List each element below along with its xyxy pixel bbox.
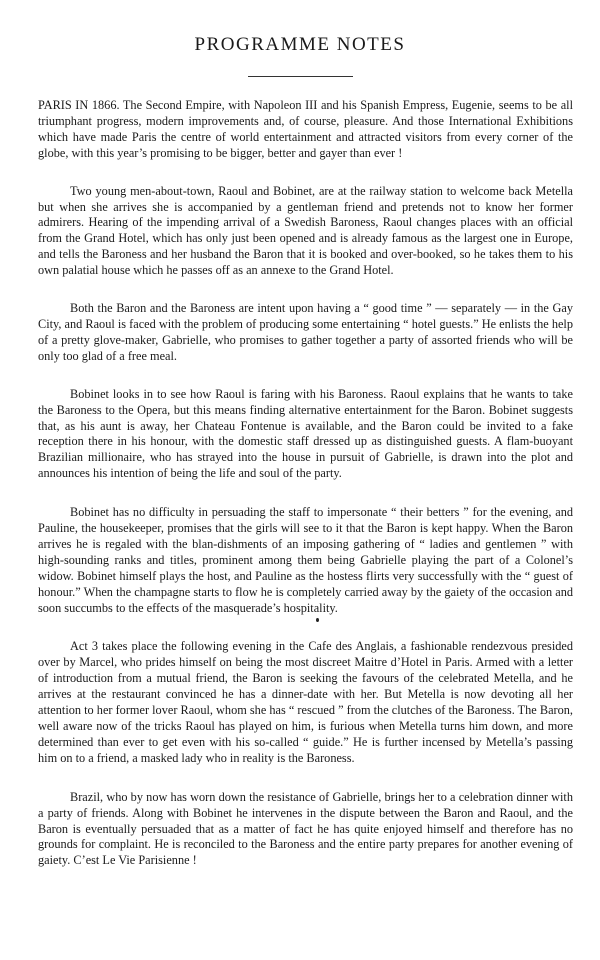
title-divider xyxy=(248,76,353,77)
paragraph-finale: Brazil, who by now has worn down the resistance of Gabrielle, brings her to a celebration dinner with a party of friends. Along with Bobinet he intervenes in the dispute between the Baron and Raoul, and the Baron is eventually persuaded that as a matter of fact he has quite enjoyed himself and therefore has no grounds for complaint. He is reconciled to the Baroness and the entire party prepares for another evening of gaiety. C’est Le Vie Parisienne ! xyxy=(38,789,573,868)
ink-speck xyxy=(316,618,319,622)
programme-notes-body xyxy=(38,98,573,869)
paragraph-good-time: Both the Baron and the Baroness are intent upon having a “ good time ” — separately — in the Gay City, and Raoul is faced with the problem of producing some entertaining “ hotel guests.” He enlists the help of a pretty glove-maker, Gabrielle, who promises to gather together a party of assorted friends who will be only too glad of a free meal. xyxy=(38,301,573,363)
paragraph-reception: Bobinet has no difficulty in persuading the staff to impersonate “ their betters ” for the evening, and Pauline, the housekeeper, promises that the girls will see to it that the Baron is kept happy. When the Baron arrives he is regaled with the blan-dishments of an imposing gathering of “ ladies and gentlemen ” with high-sounding ranks and titles, prominent among them being Gabrielle playing the part of a Colonel’s widow. Bobinet himself plays the host, and Pauline as the hostess flirts very successfully with the “ guest of honour.” When the champagne starts to flow he is completely carried away by the gaiety of the occasion and soon succumbs to the effects of the masquerade’s hospitality. xyxy=(38,505,573,615)
paragraph-act-3: Act 3 takes place the following evening in the Cafe des Anglais, a fashionable rendezvous presided over by Marcel, who prides himself on being the most discreet Maitre d’Hotel in Paris. Armed with a letter of introduction from a mutual friend, the Baron is seeking the favours of the celebrated Metella, and he arrives at the restaurant convinced he has a dinner-date with her. But Metella is now devoting all her attention to her former lover Raoul, whom she has “ rescued ” from the clutches of the Baroness. The Baron, well aware now of the tricks Raoul has played on him, is furious when Metella turns him down, and more determined than ever to get even with his so-called “ guide.” He is further incensed by Metella’s passing him on to a friend, a masked lady who in reality is the Baroness. xyxy=(38,639,573,765)
paragraph-intro: PARIS IN 1866. The Second Empire, with Napoleon III and his Spanish Empress, Eugenie, seems to be all triumphant progress, modern improvements and, of course, pleasure. And those International Exhibitions which have made Paris the centre of world entertainment and attracted visitors from every corner of the globe, with this year’s promising to be bigger, better and gayer than ever ! xyxy=(38,98,573,160)
page-title: PROGRAMME NOTES xyxy=(194,34,406,55)
paragraph-opera-plan: Bobinet looks in to see how Raoul is faring with his Baroness. Raoul explains that he wants to take the Baroness to the Opera, but this means finding alternative entertainment for the Baron. Bobinet suggests that, as his aunt is away, her Chateau Fontenue is available, and the Baron could be invited to a fake reception there in his honour, with the domestic staff dressed up as distinguished guests. A flam-buoyant Brazilian millionaire, who has strayed into the house in pursuit of Gabrielle, is drawn into the plot and announces his intention of being the life and soul of the party. xyxy=(38,386,573,481)
paragraph-railway-station: Two young men-about-town, Raoul and Bobinet, are at the railway station to welcome back Metella but when she arrives she is accompanied by a gentleman friend and pretends not to know her former admirers. Hearing of the impending arrival of a Swedish Baroness, Raoul changes places with an official from the Grand Hotel, which has only just been opened and is already famous as the largest one in Europe, and tells the Baroness and her husband the Baron that it is booked and over-booked, so he takes them to his own palatial house which he passes off as an annexe to the Grand Hotel. xyxy=(38,183,573,278)
